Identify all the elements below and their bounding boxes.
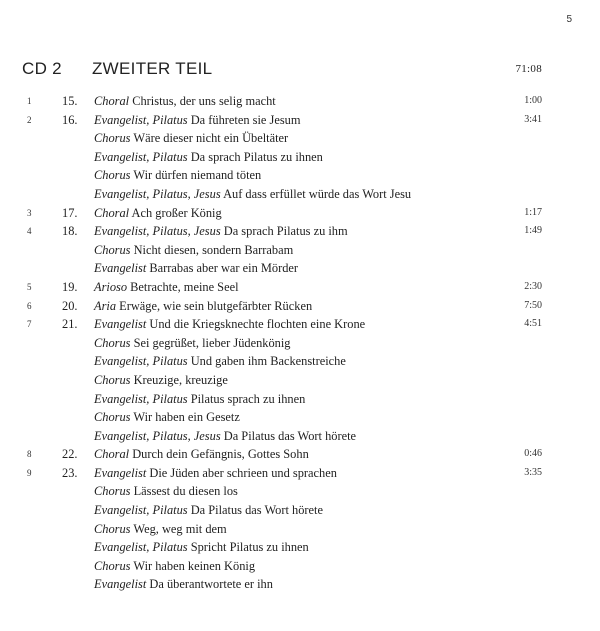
track-row [0,148,600,167]
track-duration: 4:51 [524,318,542,330]
track-row [0,371,600,390]
voice-role: Chorus [94,168,131,183]
movement-text: Kreuzige, kreuzige [130,372,228,387]
movement-text: Und gaben ihm Backenstreiche [187,354,346,369]
voice-role: Evangelist, Pilatus, Jesus [94,428,221,443]
movement-text: Spricht Pilatus zu ihnen [187,540,309,555]
movement-title [94,352,346,371]
track-row [0,501,600,520]
movement-text: Da sprach Pilatus zu ihnen [187,149,323,164]
movement-text: Und die Kriegsknechte flochten eine Krone [146,317,366,332]
voice-role: Evangelist [94,465,147,480]
movement-text: Auf dass erfüllet würde das Wort Jesu [220,186,412,201]
movement-text: Pilatus sprach zu ihnen [187,391,306,406]
total-duration: 71:08 [515,63,542,75]
movement-text: Durch dein Gefängnis, Gottes Sohn [129,447,309,462]
movement-title [94,241,293,260]
voice-role: Chorus [94,335,131,350]
voice-role: Chorus [94,372,131,387]
track-row [0,222,600,241]
movement-text: Lässest du diesen los [130,484,238,499]
movement-title [94,129,288,148]
track-row [0,129,600,148]
voice-role: Evangelist, Pilatus [94,149,188,164]
voice-role: Choral [94,447,130,462]
track-row [0,482,600,501]
voice-role: Chorus [94,521,131,536]
voice-role: Aria [94,298,117,313]
movement-text: Weg, weg mit dem [130,521,227,536]
track-row [0,315,600,334]
track-row [0,297,600,316]
track-row [0,92,600,111]
voice-role: Evangelist, Pilatus [94,354,188,369]
voice-role: Evangelist, Pilatus, Jesus [94,186,221,201]
voice-role: Chorus [94,484,131,499]
movement-text: Sei gegrüßet, lieber Jüdenkönig [130,335,291,350]
movement-text: Ach großer König [129,205,222,220]
movement-text: Betrachte, meine Seel [127,279,239,294]
section-header [22,59,542,83]
movement-title [94,464,337,483]
movement-title [94,408,240,427]
track-number: 3 [27,207,32,218]
movement-title [94,92,276,111]
movement-number: 15. [62,94,78,108]
movement-title [94,278,239,297]
track-row [0,390,600,409]
track-row [0,575,600,594]
voice-role: Chorus [94,558,131,573]
movement-number: 20. [62,298,78,313]
movement-title [94,557,255,576]
track-row [0,185,600,204]
voice-role: Evangelist [94,317,147,332]
movement-number: 16. [62,112,78,127]
movement-title [94,334,291,353]
voice-role: Chorus [94,242,131,257]
movement-text: Christus, der uns selig macht [129,94,276,108]
movement-title [94,148,323,167]
cd-label: CD 2 [22,59,62,78]
track-duration: 1:49 [524,225,542,237]
track-number: 1 [27,96,32,106]
track-row [0,445,600,464]
voice-role: Chorus [94,131,131,146]
movement-text: Da Pilatus das Wort hörete [187,503,323,518]
movement-text: Nicht diesen, sondern Barrabam [130,242,294,257]
movement-title [94,501,323,520]
voice-role: Chorus [94,410,131,425]
voice-role: Evangelist [94,261,147,276]
track-row [0,334,600,353]
movement-number: 21. [62,317,78,332]
track-row [0,557,600,576]
movement-number: 18. [62,224,78,239]
track-number: 7 [27,319,32,330]
movement-title [94,538,309,557]
track-number: 9 [27,467,32,478]
movement-text: Wir haben keinen König [130,558,256,573]
movement-text: Da überantwortete er ihn [146,577,273,592]
movement-number: 19. [62,279,78,294]
movement-title [94,222,348,241]
movement-number: 17. [62,205,78,220]
voice-role: Evangelist, Pilatus [94,391,188,406]
voice-role: Arioso [94,279,128,294]
movement-number: 22. [62,447,78,462]
track-row [0,538,600,557]
track-row [0,427,600,446]
track-row [0,352,600,371]
movement-title [94,482,238,501]
track-row [0,241,600,260]
track-row [0,204,600,223]
movement-title [94,166,261,185]
movement-title [94,185,411,204]
track-duration: 7:50 [524,299,542,311]
movement-text: Da führeten sie Jesum [187,112,301,127]
movement-title [94,520,227,539]
movement-title [94,315,365,334]
track-duration: 3:35 [524,466,542,478]
movement-text: Erwäge, wie sein blutgefärbter Rücken [116,298,313,313]
movement-text: Wäre dieser nicht ein Übeltäter [130,131,289,146]
movement-title [94,204,222,223]
movement-text: Da Pilatus das Wort hörete [220,428,357,443]
track-list [0,92,600,594]
page-number: 5 [566,14,572,25]
movement-title [94,575,273,594]
movement-title [94,427,356,446]
track-number: 6 [27,300,32,311]
voice-role: Choral [94,205,130,220]
movement-text: Die Jüden aber schrieen und sprachen [146,465,337,480]
track-row [0,464,600,483]
track-row [0,111,600,130]
voice-role: Evangelist, Pilatus [94,503,188,518]
track-number: 5 [27,281,32,292]
track-row [0,166,600,185]
track-number: 2 [27,114,32,125]
track-duration: 1:00 [524,95,542,106]
track-duration: 2:30 [524,280,542,292]
track-duration: 1:17 [524,206,542,218]
movement-title [94,297,312,316]
movement-title [94,371,228,390]
movement-title [94,445,309,464]
movement-title [94,259,298,278]
voice-role: Evangelist, Pilatus [94,112,188,127]
track-number: 4 [27,226,32,237]
voice-role: Evangelist [94,577,147,592]
track-row [0,408,600,427]
part-title: ZWEITER TEIL [92,59,213,78]
movement-title [94,111,300,130]
voice-role: Choral [94,94,130,108]
track-row [0,520,600,539]
movement-text: Barrabas aber war ein Mörder [146,261,299,276]
track-row [0,278,600,297]
track-duration: 3:41 [524,113,542,125]
track-number: 8 [27,449,32,460]
movement-text: Wir haben ein Gesetz [130,410,240,425]
voice-role: Evangelist, Pilatus [94,540,188,555]
movement-number: 23. [62,465,78,480]
movement-text: Da sprach Pilatus zu ihm [220,224,348,239]
movement-title [94,390,305,409]
track-duration: 0:46 [524,448,542,460]
track-row [0,259,600,278]
movement-text: Wir dürfen niemand töten [130,168,262,183]
voice-role: Evangelist, Pilatus, Jesus [94,224,221,239]
